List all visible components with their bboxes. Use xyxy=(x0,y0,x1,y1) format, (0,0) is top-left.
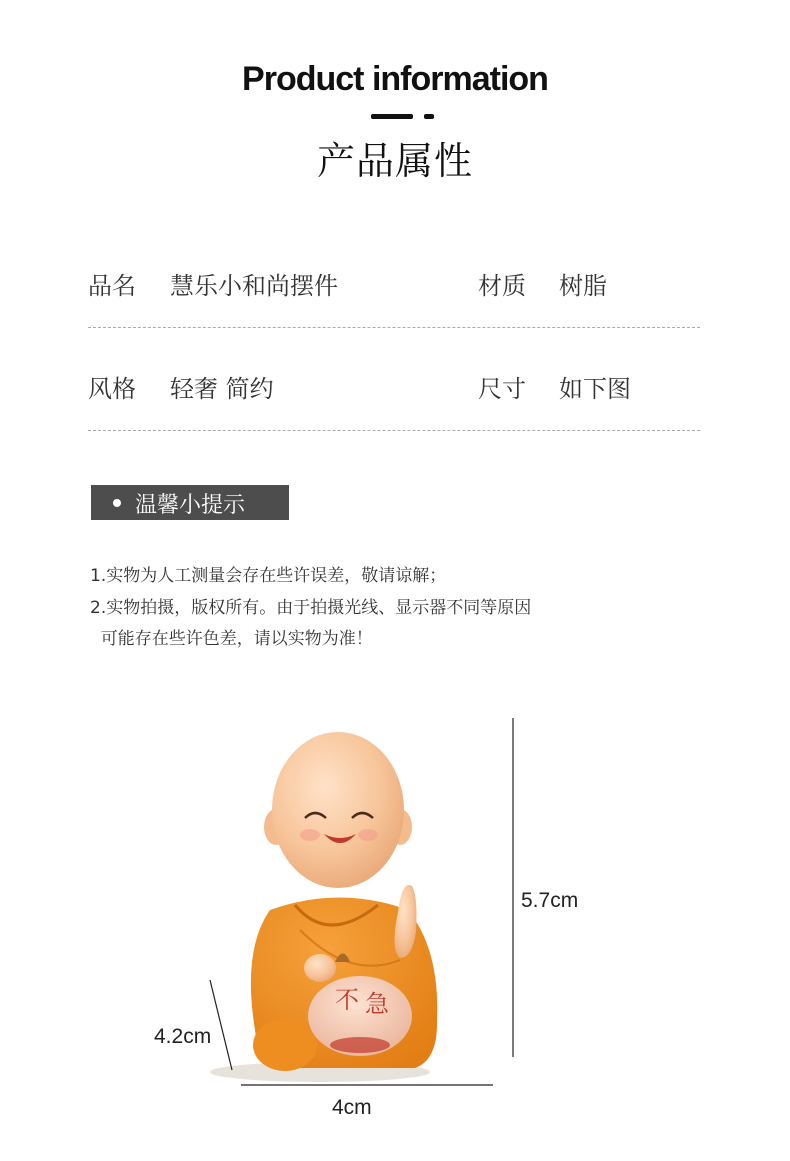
row-divider xyxy=(88,327,700,328)
product-photo xyxy=(150,700,600,1160)
dimension-height-label: 5.7cm xyxy=(521,889,579,912)
holding-hand xyxy=(304,954,336,982)
dimension-depth-label: 4.2cm xyxy=(154,1025,212,1048)
attr-label-size: 尺寸 xyxy=(478,375,526,403)
row-divider xyxy=(88,430,700,431)
title-english: Product information xyxy=(242,60,548,98)
attr-value-style: 轻奢 简约 xyxy=(170,375,274,403)
attr-label-material: 材质 xyxy=(478,272,526,300)
bullet-icon xyxy=(113,499,121,507)
dimension-width-label: 4cm xyxy=(332,1096,372,1119)
monk-head xyxy=(272,732,404,888)
attr-label-name: 品名 xyxy=(88,272,136,300)
title-underline-dot xyxy=(424,114,434,119)
title-underline-bar xyxy=(371,114,413,119)
pot-char-2: 急 xyxy=(365,990,389,1018)
tip-line-3: 可能存在些许色差，请以实物为准！ xyxy=(90,629,373,649)
title-chinese: 产品属性 xyxy=(316,139,473,183)
tips-title: 温馨小提示 xyxy=(135,493,246,518)
attr-value-material: 树脂 xyxy=(559,272,607,300)
depth-dimension-line xyxy=(210,980,232,1070)
tip-line-2: 2.实物拍摄，版权所有。由于拍摄光线、显示器不同等原因 xyxy=(90,598,532,618)
pot-char-1: 不 xyxy=(335,986,359,1014)
attr-label-style: 风格 xyxy=(88,375,136,403)
attr-value-name: 慧乐小和尚摆件 xyxy=(170,272,338,300)
tips-header-badge xyxy=(91,485,289,520)
tip-line-1: 1.实物为人工测量会存在些许误差，敬请谅解； xyxy=(90,566,447,586)
attr-value-size: 如下图 xyxy=(559,375,631,403)
